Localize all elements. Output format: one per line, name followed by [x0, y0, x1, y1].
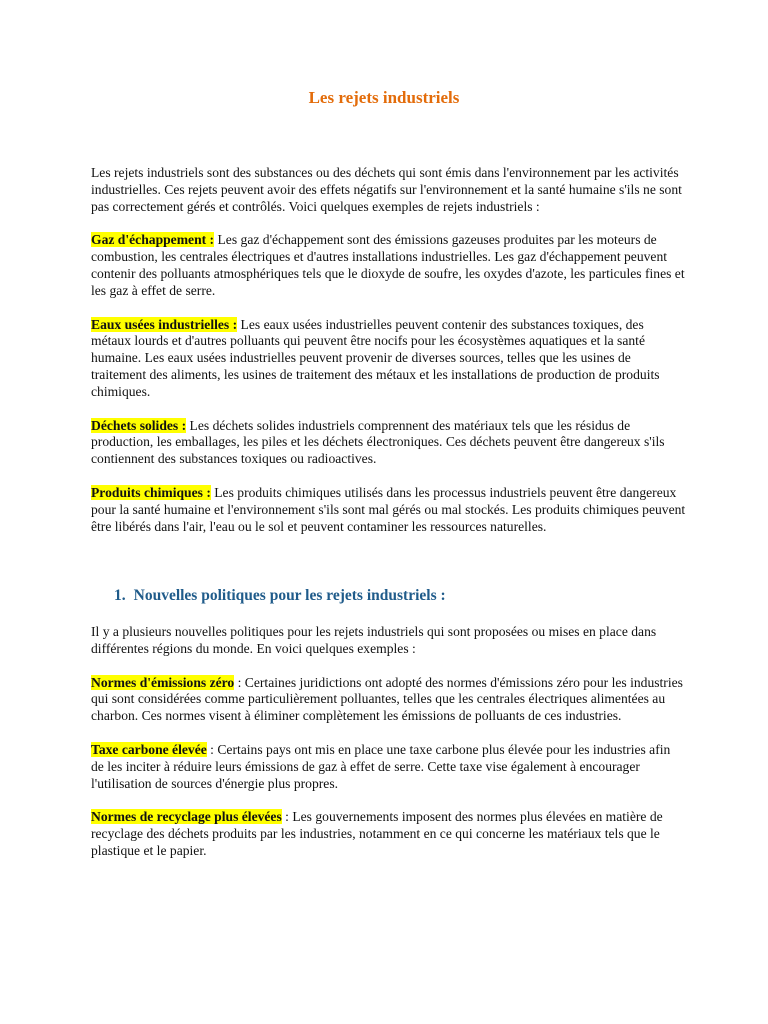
- example-produits: [91, 485, 686, 535]
- policy-term: Normes de recyclage plus élevées: [91, 809, 282, 825]
- intro-section: [91, 165, 686, 535]
- policy-recycling: [91, 809, 686, 859]
- example-text: Les produits chimiques utilisés dans les processus industriels peuvent être dangereux pour la santé humaine et l'environnement s'ils sont mal gérés ou mal stockés. Les produits chimiques peuvent être libérés dans l'air, l'eau ou le sol et peuvent contaminer les ressources naturelles.: [91, 484, 686, 534]
- page-title: Les rejets industriels: [308, 88, 460, 107]
- policy-zero-emissions: [91, 675, 686, 725]
- example-term: Déchets solides :: [91, 417, 187, 433]
- example-text: Les eaux usées industrielles peuvent contenir des substances toxiques, des métaux lourds et d'autres polluants qui peuvent être nocifs pour les écosystèmes aquatiques et la santé humaine. Les eaux usées industrielles peuvent provenir de diverses sources, telles que les usines de traitement des aliments, les usines de traitement des métaux et les installations de production de produits chimiques.: [91, 316, 660, 399]
- policy-text: : Certains pays ont mis en place une taxe carbone plus élevée pour les industries afin de les inciter à réduire leurs émissions de gaz à effet de serre. Cette taxe vise également à encourager l'utilisation de sources d'énergie plus propres.: [91, 741, 671, 791]
- example-text: Les déchets solides industriels comprennent des matériaux tels que les résidus de production, les emballages, les piles et les déchets électroniques. Ces déchets peuvent être dangereux s'ils contiennent des substances toxiques ou radioactives.: [91, 417, 665, 467]
- policy-term: Normes d'émissions zéro: [91, 674, 235, 690]
- section-number: 1.: [114, 587, 126, 604]
- section-intro-paragraph: Il y a plusieurs nouvelles politiques pour les rejets industriels qui sont proposées ou mises en place dans différentes régions du monde. En voici quelques exemples :: [91, 624, 657, 656]
- intro-paragraph: Les rejets industriels sont des substances ou des déchets qui sont émis dans l'environnement par les activités industrielles. Ces rejets peuvent avoir des effets négatifs sur l'environnement et la santé humaine s'ils ne sont pas correctement gérés et contrôlés. Voici quelques exemples de rejets industriels :: [91, 165, 682, 214]
- example-gaz: [91, 232, 686, 299]
- section-heading: [114, 587, 446, 605]
- section-title: Nouvelles politiques pour les rejets industriels :: [133, 587, 446, 604]
- policy-text: : Certaines juridictions ont adopté des normes d'émissions zéro pour les industries qui sont considérées comme particulièrement polluantes, telles que les centrales électriques alimentées au charbon. Ces normes visent à éliminer complètement les émissions de polluants de ces industries.: [91, 674, 683, 724]
- example-term: Produits chimiques :: [91, 484, 211, 500]
- example-term: Eaux usées industrielles :: [91, 316, 238, 332]
- example-eaux: [91, 317, 686, 401]
- example-dechets: [91, 418, 686, 468]
- example-term: Gaz d'échappement :: [91, 232, 215, 248]
- policies-section: [91, 624, 686, 860]
- policy-term: Taxe carbone élevée: [91, 741, 207, 757]
- example-text: Les gaz d'échappement sont des émissions gazeuses produites par les moteurs de combustion, les centrales électriques et d'autres installations industrielles. Les gaz d'échappement peuvent contenir des polluants atmosphériques tels que le dioxyde de soufre, les oxydes d'azote, les particules fines et les gaz à effet de serre.: [91, 232, 685, 298]
- policy-carbon-tax: [91, 742, 686, 792]
- policy-text: : Les gouvernements imposent des normes plus élevées en matière de recyclage des déchets produits par les industries, notamment en ce qui concerne les matériaux tels que le plastique et le papier.: [91, 809, 663, 858]
